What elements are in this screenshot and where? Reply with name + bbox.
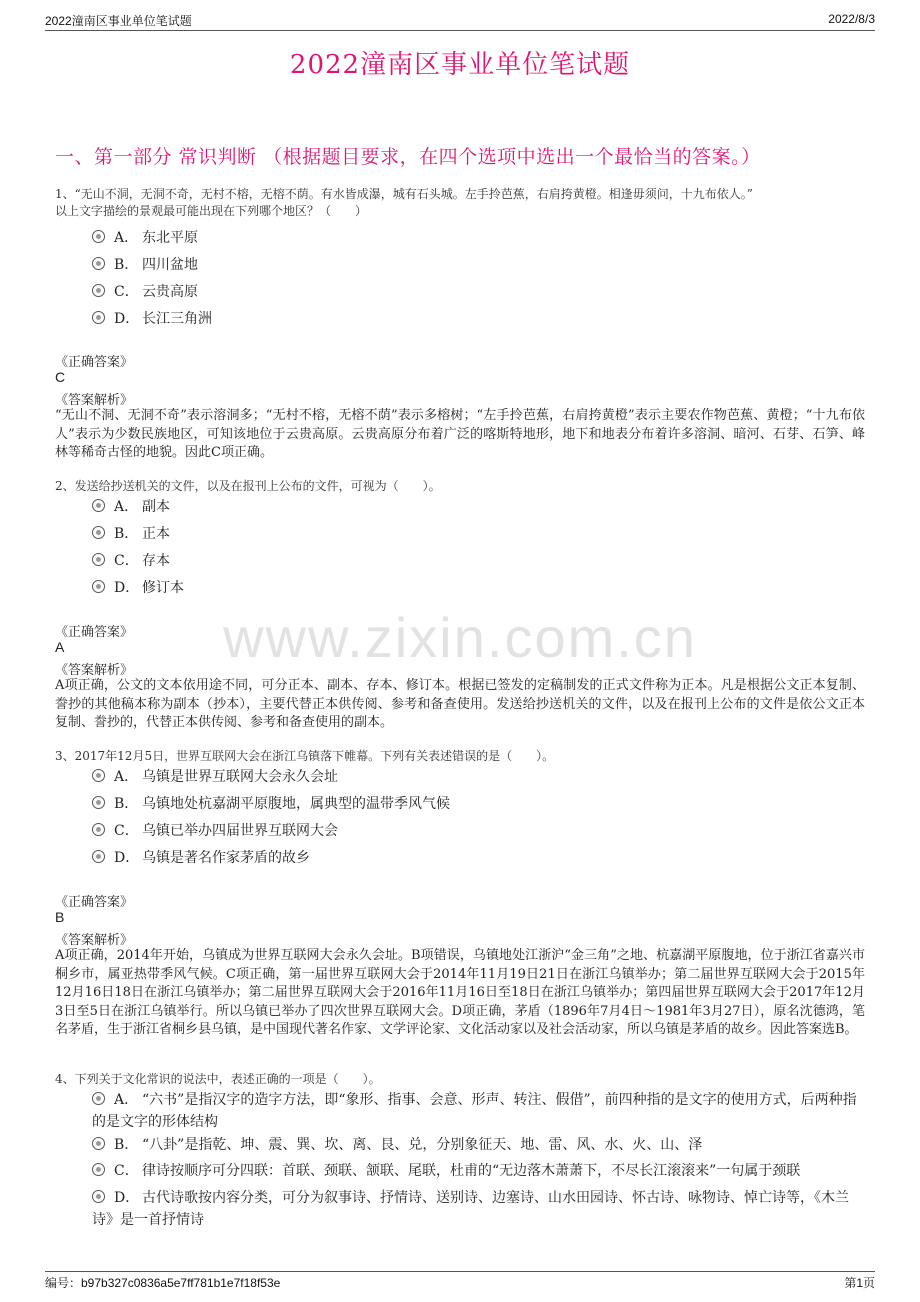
radio-icon[interactable]: [92, 823, 105, 836]
question-stem-line: 4、下列关于文化常识的说法中，表述正确的一项是（ ）。: [55, 1072, 381, 1086]
question-3-stem: [55, 748, 835, 765]
q1-option-b[interactable]: [92, 254, 872, 276]
option-label: C．: [114, 823, 139, 839]
option-label: B．: [114, 1137, 139, 1153]
q4-option-c[interactable]: [92, 1160, 862, 1182]
q1-option-d[interactable]: [92, 308, 872, 330]
q4-option-b[interactable]: [92, 1134, 862, 1156]
radio-icon[interactable]: [92, 526, 105, 539]
question-1-stem: [55, 186, 835, 220]
option-label: A．: [114, 769, 139, 785]
analysis-text: A项正确，2014年开始，乌镇成为世界互联网大会永久会址。B项错误，乌镇地处江浙沪“金三角”之地、杭嘉湖平原腹地，位于浙江省嘉兴市桐乡市，属亚热带季风气候。C项正确，第一届世界互联网大会于2014年11月19日21日在浙江乌镇举办；第二届世界互联网大会于2015年12月16日18日在浙江乌镇举办；第二届世界互联网大会于2016年11月16日至18日在浙江乌镇举办；第四届世界互联网大会于2017年12月3日至5日在浙江乌镇举行。所以乌镇已举办了四次世界互联网大会。D项正确，茅盾（1896年7月4日～1981年3月27日），原名沈德鸿，笔名茅盾，生于浙江省桐乡县乌镇，是中国现代著名作家、文学评论家、文化活动家以及社会活动家，所以乌镇是茅盾的故乡。因此答案选B。: [55, 948, 865, 1037]
question-stem-line: 3、2017年12月5日，世界互联网大会在浙江乌镇落下帷幕。下列有关表述错误的是（ ）。: [55, 749, 555, 763]
option-label: C．: [114, 284, 139, 300]
answer-value: B: [55, 909, 65, 925]
analysis-label: 《答案解析》: [55, 663, 134, 678]
q2-option-a[interactable]: [92, 496, 872, 518]
option-text: 乌镇地处杭嘉湖平原腹地，属典型的温带季风气候: [142, 796, 450, 812]
radio-icon[interactable]: [92, 1163, 105, 1176]
footer-page-number: 第1页: [844, 1276, 875, 1290]
q4-option-a[interactable]: [92, 1089, 862, 1133]
q3-option-a[interactable]: [92, 766, 872, 788]
footer-doc-id: 编号：b97b327c0836a5e7ff781b1e7f18f53e: [45, 1276, 281, 1290]
option-label: D．: [114, 850, 140, 866]
answer-label: 《正确答案》: [55, 625, 134, 640]
watermark: www.zixin.com.cn: [223, 606, 697, 669]
q1-option-a[interactable]: [92, 227, 872, 249]
q2-option-d[interactable]: [92, 577, 872, 599]
option-label: D．: [114, 311, 140, 327]
option-text: “八卦”是指乾、坤、震、巽、坎、离、艮、兑，分别象征天、地、雷、风、水、火、山、泽: [142, 1137, 703, 1153]
option-text: 修订本: [142, 580, 184, 596]
option-text: 乌镇是世界互联网大会永久会址: [142, 769, 338, 785]
radio-icon[interactable]: [92, 1190, 105, 1203]
option-text: 律诗按顺序可分四联：首联、颈联、颔联、尾联，杜甫的“无边落木萧萧下，不尽长江滚滚来”一句属于颈联: [142, 1163, 801, 1179]
option-text: 东北平原: [142, 230, 198, 246]
option-text: 乌镇已举办四届世界互联网大会: [142, 823, 338, 839]
radio-icon[interactable]: [92, 796, 105, 809]
option-label: B．: [114, 526, 139, 542]
option-label: C．: [114, 1163, 139, 1179]
answer-label: 《正确答案》: [55, 355, 134, 370]
analysis-text: “无山不洞、无洞不奇”表示溶洞多；“无村不榕，无榕不荫”表示多榕树；“左手拎芭蕉，右肩挎黄橙”表示主要农作物芭蕉、黄橙；“十九布依人”表示为少数民族地区，可知该地位于云贵高原。云贵高原分布着广泛的喀斯特地形，地下和地表分布着许多溶洞、暗河、石芽、石笋、峰林等稀奇古怪的地貌。因此C项正确。: [55, 408, 865, 460]
question-4-stem: [55, 1071, 835, 1088]
question-stem-line: 1、“无山不洞，无洞不奇，无村不榕，无榕不荫。有水皆成瀑，城有石头城。左手拎芭蕉，右肩挎黄橙。相逢毋须问，十九布依人。”: [55, 187, 753, 201]
page-title: 2022潼南区事业单位笔试题: [289, 50, 631, 80]
page-footer: [45, 1271, 875, 1290]
option-label: D．: [114, 580, 140, 596]
radio-icon[interactable]: [92, 284, 105, 297]
option-text: 云贵高原: [142, 284, 198, 300]
q2-option-b[interactable]: [92, 523, 872, 545]
analysis-label: 《答案解析》: [55, 393, 134, 408]
option-text: 副本: [142, 499, 170, 515]
question-2-stem: [55, 478, 835, 495]
option-label: A．: [114, 230, 139, 246]
question-stem-line: 以上文字描绘的景观最可能出现在下列哪个地区？（ ）: [55, 204, 368, 218]
radio-icon[interactable]: [92, 553, 105, 566]
q3-option-b[interactable]: [92, 793, 872, 815]
section-heading: 一、第一部分 常识判断 （根据题目要求，在四个选项中选出一个最恰当的答案。）: [55, 146, 761, 168]
radio-icon[interactable]: [92, 769, 105, 782]
option-text: 正本: [142, 526, 170, 542]
option-text: 存本: [142, 553, 170, 569]
option-text: 古代诗歌按内容分类，可分为叙事诗、抒情诗、送别诗、边塞诗、山水田园诗、怀古诗、咏物诗、悼亡诗等，《木兰诗》是一首抒情诗: [92, 1190, 849, 1228]
analysis-label: 《答案解析》: [55, 933, 134, 948]
option-text: 长江三角洲: [142, 311, 212, 327]
option-label: B．: [114, 796, 139, 812]
answer-label: 《正确答案》: [55, 895, 134, 910]
q1-option-c[interactable]: [92, 281, 872, 303]
option-label: D．: [114, 1190, 140, 1206]
option-text: 乌镇是著名作家茅盾的故乡: [142, 850, 310, 866]
radio-icon[interactable]: [92, 580, 105, 593]
question-stem-line: 2、发送给抄送机关的文件，以及在报刊上公布的文件，可视为（ ）。: [55, 479, 441, 493]
page-header: [45, 12, 875, 31]
q3-option-d[interactable]: [92, 847, 872, 869]
analysis-text: A项正确，公文的文本依用途不同，可分正本、副本、存本、修订本。根据已签发的定稿制发的正式文件称为正本。凡是根据公文正本复制、誊抄的其他稿本称为副本（抄本），主要代替正本供传阅、参考和备查使用。发送给抄送机关的文件，以及在报刊上公布的文件是依公文正本复制、誊抄的，代替正本供传阅、参考和备查使用的副本。: [55, 678, 865, 730]
option-text: “六书”是指汉字的造字方法，即“象形、指事、会意、形声、转注、假借”，前四种指的是文字的使用方式，后两种指的是文字的形体结构: [92, 1092, 857, 1130]
option-label: A．: [114, 499, 139, 515]
answer-value: C: [55, 369, 66, 385]
option-label: B．: [114, 257, 139, 273]
radio-icon[interactable]: [92, 311, 105, 324]
radio-icon[interactable]: [92, 230, 105, 243]
q4-option-d[interactable]: [92, 1187, 862, 1231]
answer-value: A: [55, 639, 65, 655]
option-label: C．: [114, 553, 139, 569]
q3-option-c[interactable]: [92, 820, 872, 842]
radio-icon[interactable]: [92, 850, 105, 863]
radio-icon[interactable]: [92, 1092, 105, 1105]
q2-option-c[interactable]: [92, 550, 872, 572]
option-text: 四川盆地: [142, 257, 198, 273]
header-date: 2022/8/3: [828, 12, 875, 26]
radio-icon[interactable]: [92, 1137, 105, 1150]
radio-icon[interactable]: [92, 257, 105, 270]
header-doc-title: 2022潼南区事业单位笔试题: [45, 14, 192, 28]
radio-icon[interactable]: [92, 499, 105, 512]
option-label: A．: [114, 1092, 139, 1108]
